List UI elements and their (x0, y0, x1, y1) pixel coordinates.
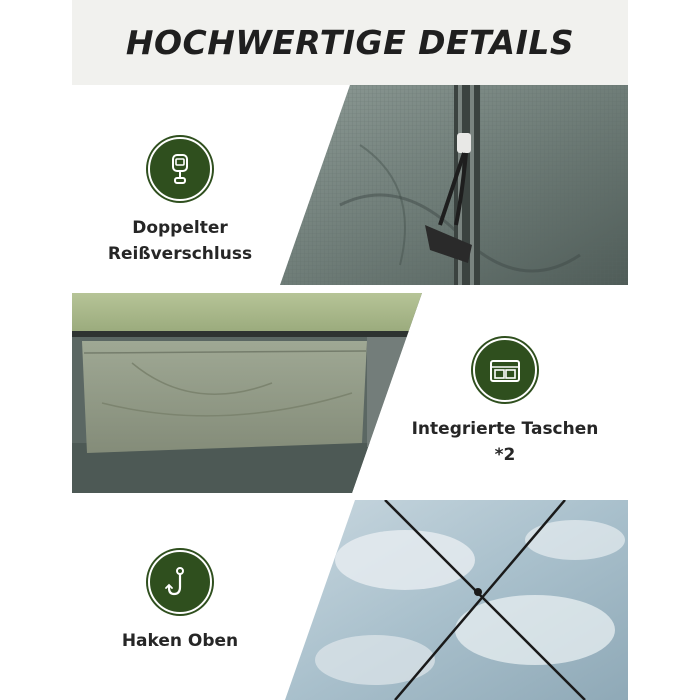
feature-integrated-pockets (400, 338, 610, 468)
feature-icon-badge (148, 137, 212, 201)
header-band (72, 0, 628, 85)
feature-label-line2: *2 (494, 445, 516, 465)
page-title: HOCHWERTIGE DETAILS (125, 23, 575, 62)
zipper-icon (163, 152, 197, 186)
feature-label (108, 215, 252, 267)
sky-hook-photo (285, 500, 628, 700)
feature-icon-badge (148, 550, 212, 614)
feature-label (122, 628, 238, 654)
pocket-icon (488, 353, 522, 387)
feature-label-line1: Doppelter (132, 218, 228, 238)
feature-icon-badge (473, 338, 537, 402)
feature-label-line1: Integrierte Taschen (411, 419, 599, 439)
sky-hook-photo-graphic (285, 500, 628, 700)
feature-label (412, 416, 599, 468)
feature-double-zipper (95, 137, 265, 267)
zipper-photo (280, 85, 628, 285)
pocket-photo (72, 293, 422, 493)
feature-label-line1: Haken Oben (121, 631, 239, 651)
hook-icon (163, 565, 197, 599)
pocket-photo-graphic (72, 293, 422, 493)
feature-label-line2: Reißverschluss (107, 244, 253, 264)
zipper-photo-graphic (280, 85, 628, 285)
feature-top-hook (95, 550, 265, 654)
